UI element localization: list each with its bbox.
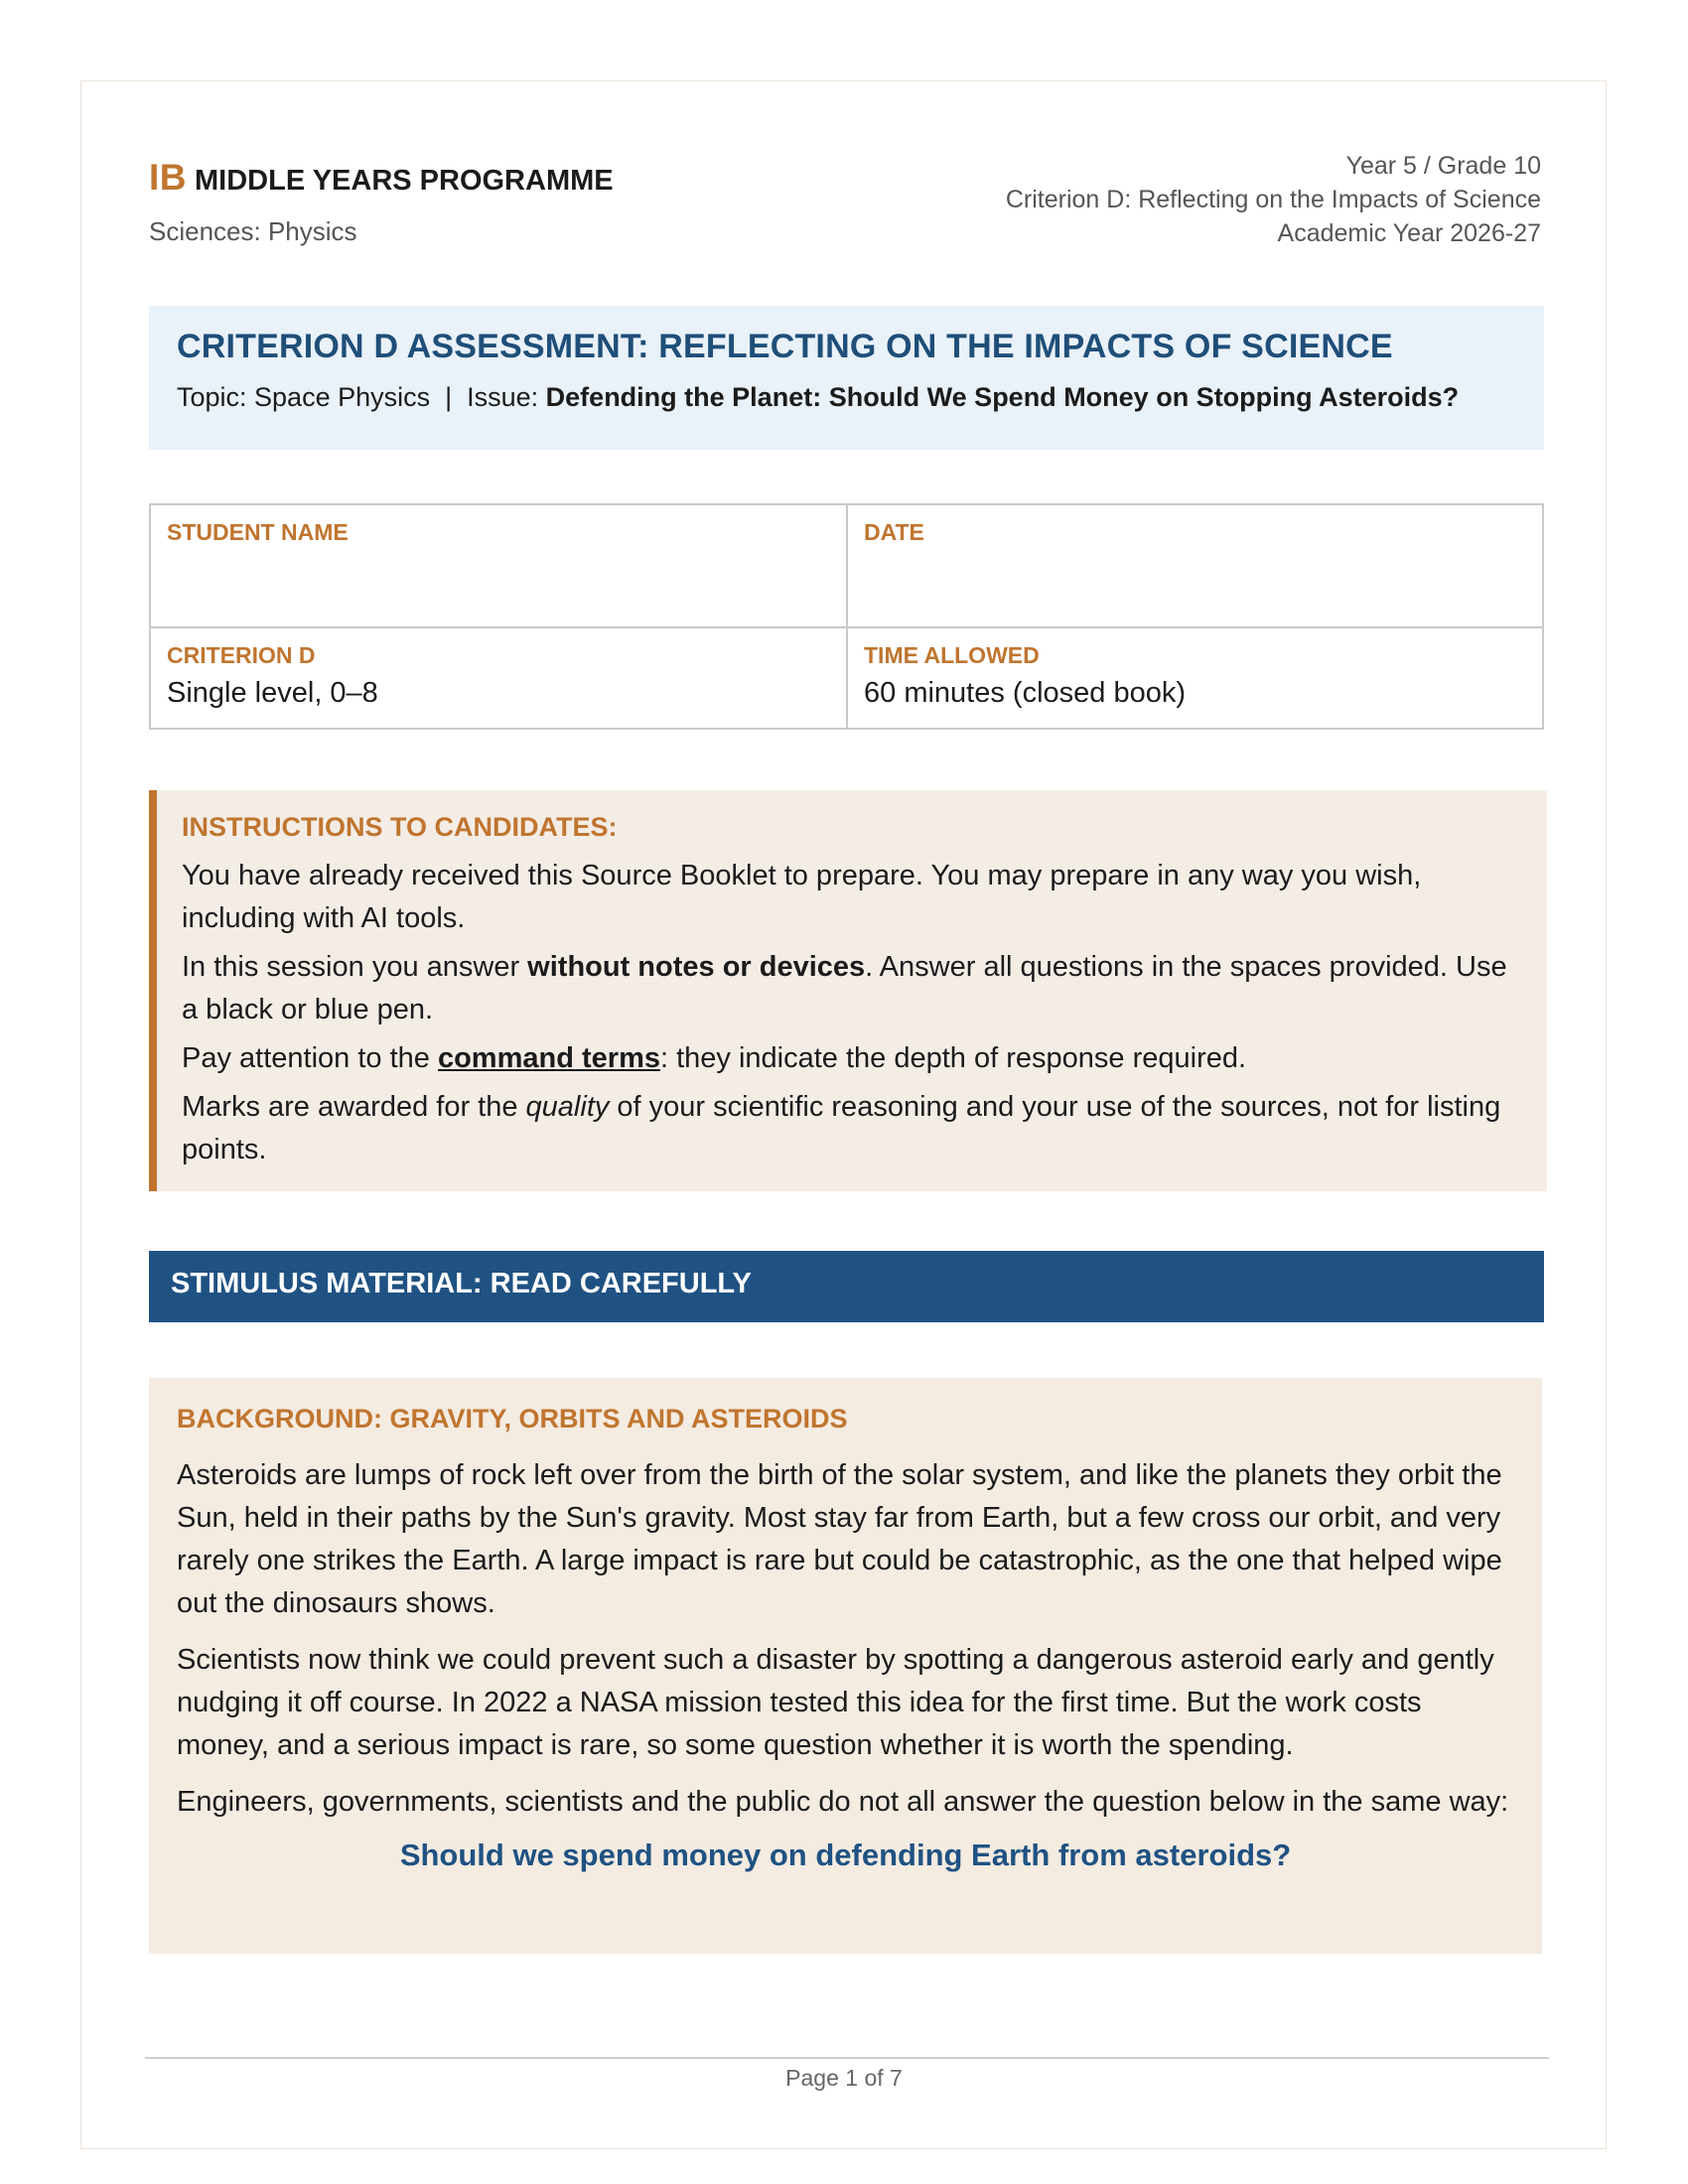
criterion-value: Single level, 0–8 xyxy=(167,677,378,709)
ib-logo: IB xyxy=(149,157,187,198)
background-box xyxy=(149,1378,1542,1954)
instruction-4 xyxy=(182,1086,1519,1171)
instruction-emphasis: without notes or devices xyxy=(527,951,866,983)
instruction-text: . Answer all questions in the spaces provided. Use a black or blue pen. xyxy=(182,951,1507,1025)
stimulus-banner: STIMULUS MATERIAL: READ CAREFULLY xyxy=(149,1251,1544,1322)
assessment-title-block xyxy=(149,306,1544,450)
issue-title: Defending the Planet: Should We Spend Money on Stopping Asteroids? xyxy=(545,382,1460,412)
academic-year: Academic Year 2026-27 xyxy=(1277,219,1541,247)
instruction-1: You have already received this Source Booklet to prepare. You may prepare in any way you wish, including with AI tools. xyxy=(182,860,1422,934)
topic-line xyxy=(177,382,1516,413)
criterion-cell xyxy=(151,628,846,730)
topic-prefix: Topic: Space Physics | Issue: xyxy=(177,382,546,412)
instruction-text: Marks are awarded for the xyxy=(182,1091,526,1123)
date-label: DATE xyxy=(864,519,924,545)
page-number: Page 1 of 7 xyxy=(785,2065,903,2091)
instructions-heading: INSTRUCTIONS TO CANDIDATES: xyxy=(182,812,618,842)
criterion-label: CRITERION D xyxy=(167,642,316,668)
instruction-text: In this session you answer xyxy=(182,951,528,983)
background-heading: BACKGROUND: GRAVITY, ORBITS AND ASTEROIDS xyxy=(177,1404,848,1433)
time-allowed-value: 60 minutes (closed book) xyxy=(864,677,1186,709)
date-cell[interactable] xyxy=(848,505,1543,626)
student-name-label: STUDENT NAME xyxy=(167,519,349,545)
background-paragraph-2: Scientists now think we could prevent such a disaster by spotting a dangerous asteroid early and gently nudging it off course. In 2022 a NASA mission tested this idea for the first time. But the work costs money, and a serious impact is rare, so some question whether it is worth the spending. xyxy=(177,1644,1494,1761)
programme-header xyxy=(149,157,614,199)
student-name-cell[interactable] xyxy=(151,505,846,626)
time-allowed-cell xyxy=(848,628,1543,730)
year-grade: Year 5 / Grade 10 xyxy=(1345,152,1541,180)
instruction-3 xyxy=(182,1037,1519,1080)
instructions-box xyxy=(149,790,1547,1191)
header-meta xyxy=(1006,149,1541,250)
instruction-text: of your scientific reasoning and your use of the sources, not for listing points. xyxy=(182,1091,1501,1165)
student-info-table xyxy=(149,503,1544,730)
instruction-2 xyxy=(182,946,1519,1031)
instruction-text: Pay attention to the xyxy=(182,1042,438,1074)
subject-label: Sciences: Physics xyxy=(149,216,357,246)
command-terms-emphasis: command terms xyxy=(437,1042,660,1074)
central-question: Should we spend money on defending Earth from asteroids? xyxy=(399,1838,1292,1872)
assessment-title: CRITERION D ASSESSMENT: REFLECTING ON THE IMPACTS OF SCIENCE xyxy=(177,328,1393,365)
time-allowed-label: TIME ALLOWED xyxy=(864,642,1040,668)
programme-name: MIDDLE YEARS PROGRAMME xyxy=(195,165,614,197)
criterion-title: Criterion D: Reflecting on the Impacts of Science xyxy=(1005,186,1541,213)
footer-divider xyxy=(145,2057,1549,2059)
background-paragraph-3: Engineers, governments, scientists and the public do not all answer the question below in the same way: xyxy=(177,1786,1509,1818)
instruction-emphasis: quality xyxy=(525,1091,610,1123)
instruction-text: : they indicate the depth of response required. xyxy=(659,1042,1247,1074)
background-paragraph-1: Asteroids are lumps of rock left over from the birth of the solar system, and like the planets they orbit the Sun, held in their paths by the Sun's gravity. Most stay far from Earth, but a few cross our orbit, and very rarely one strikes the Earth. A large impact is rare but could be catastrophic, as the one that helped wipe out the dinosaurs shows. xyxy=(177,1459,1502,1619)
